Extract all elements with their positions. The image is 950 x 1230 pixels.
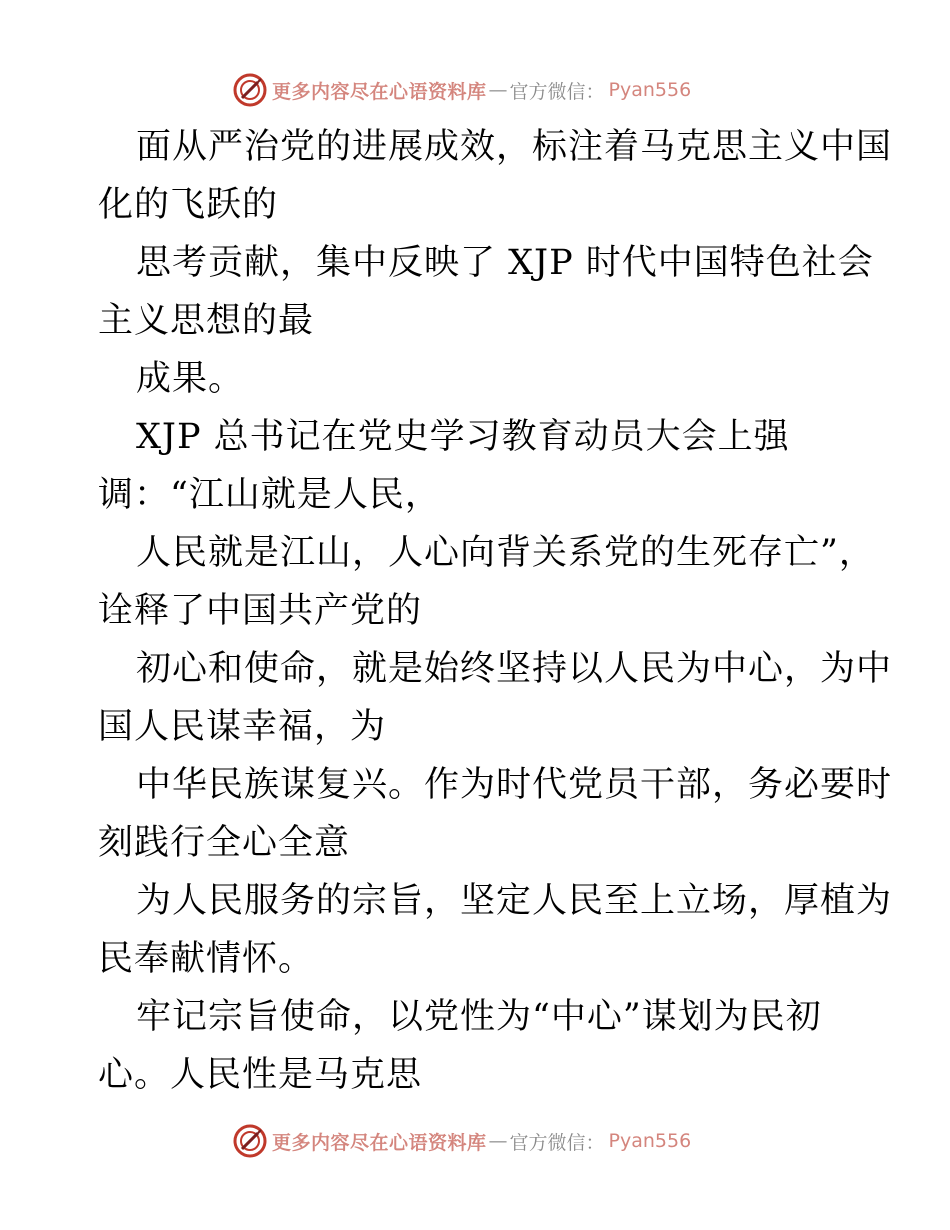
banner-title: 更多内容尽在心语资料库 (272, 80, 487, 103)
header-banner (232, 70, 691, 110)
text-line: 中华民族谋复兴。作为时代党员干部，务必要时 (136, 765, 893, 805)
banner-separator: — (488, 79, 508, 101)
brand-logo-icon (232, 72, 268, 108)
footer-banner (232, 1121, 691, 1161)
text-line: 思考贡献，集中反映了 XJP 时代中国特色社会 (136, 243, 874, 283)
document-body (98, 118, 893, 1104)
banner-wechat-label: 官方微信： (509, 1131, 605, 1154)
text-line: 面从严治党的进展成效，标注着马克思主义中国 (136, 127, 893, 167)
banner-wechat-id: Pyan556 (608, 1130, 692, 1152)
brand-logo-icon (232, 1123, 268, 1159)
text-line: 化的飞跃的 (98, 185, 279, 225)
text-line: 人民就是江山，人心向背关系党的生死存亡”， (136, 533, 875, 573)
text-line: 刻践行全心全意 (98, 823, 351, 863)
text-line: 为人民服务的宗旨，坚定人民至上立场，厚植为 (136, 881, 893, 921)
banner-separator: — (488, 1130, 508, 1152)
text-line: XJP 总书记在党史学习教育动员大会上强 (136, 417, 790, 457)
text-line: 成果。 (136, 359, 245, 399)
text-line: 诠释了中国共产党的 (98, 591, 423, 631)
text-line: 主义思想的最 (98, 301, 315, 341)
text-line: 初心和使命，就是始终坚持以人民为中心，为中 (136, 649, 893, 689)
banner-wechat-label: 官方微信： (509, 80, 605, 103)
text-line: 调：“江山就是人民， (98, 475, 441, 515)
text-line: 心。人民性是马克思 (98, 1055, 423, 1095)
banner-wechat-id: Pyan556 (608, 79, 692, 101)
text-line: 国人民谋幸福，为 (98, 707, 387, 747)
text-line: 牢记宗旨使命，以党性为“中心”谋划为民初 (136, 997, 822, 1037)
text-line: 民奉献情怀。 (98, 939, 315, 979)
banner-title: 更多内容尽在心语资料库 (272, 1131, 487, 1154)
